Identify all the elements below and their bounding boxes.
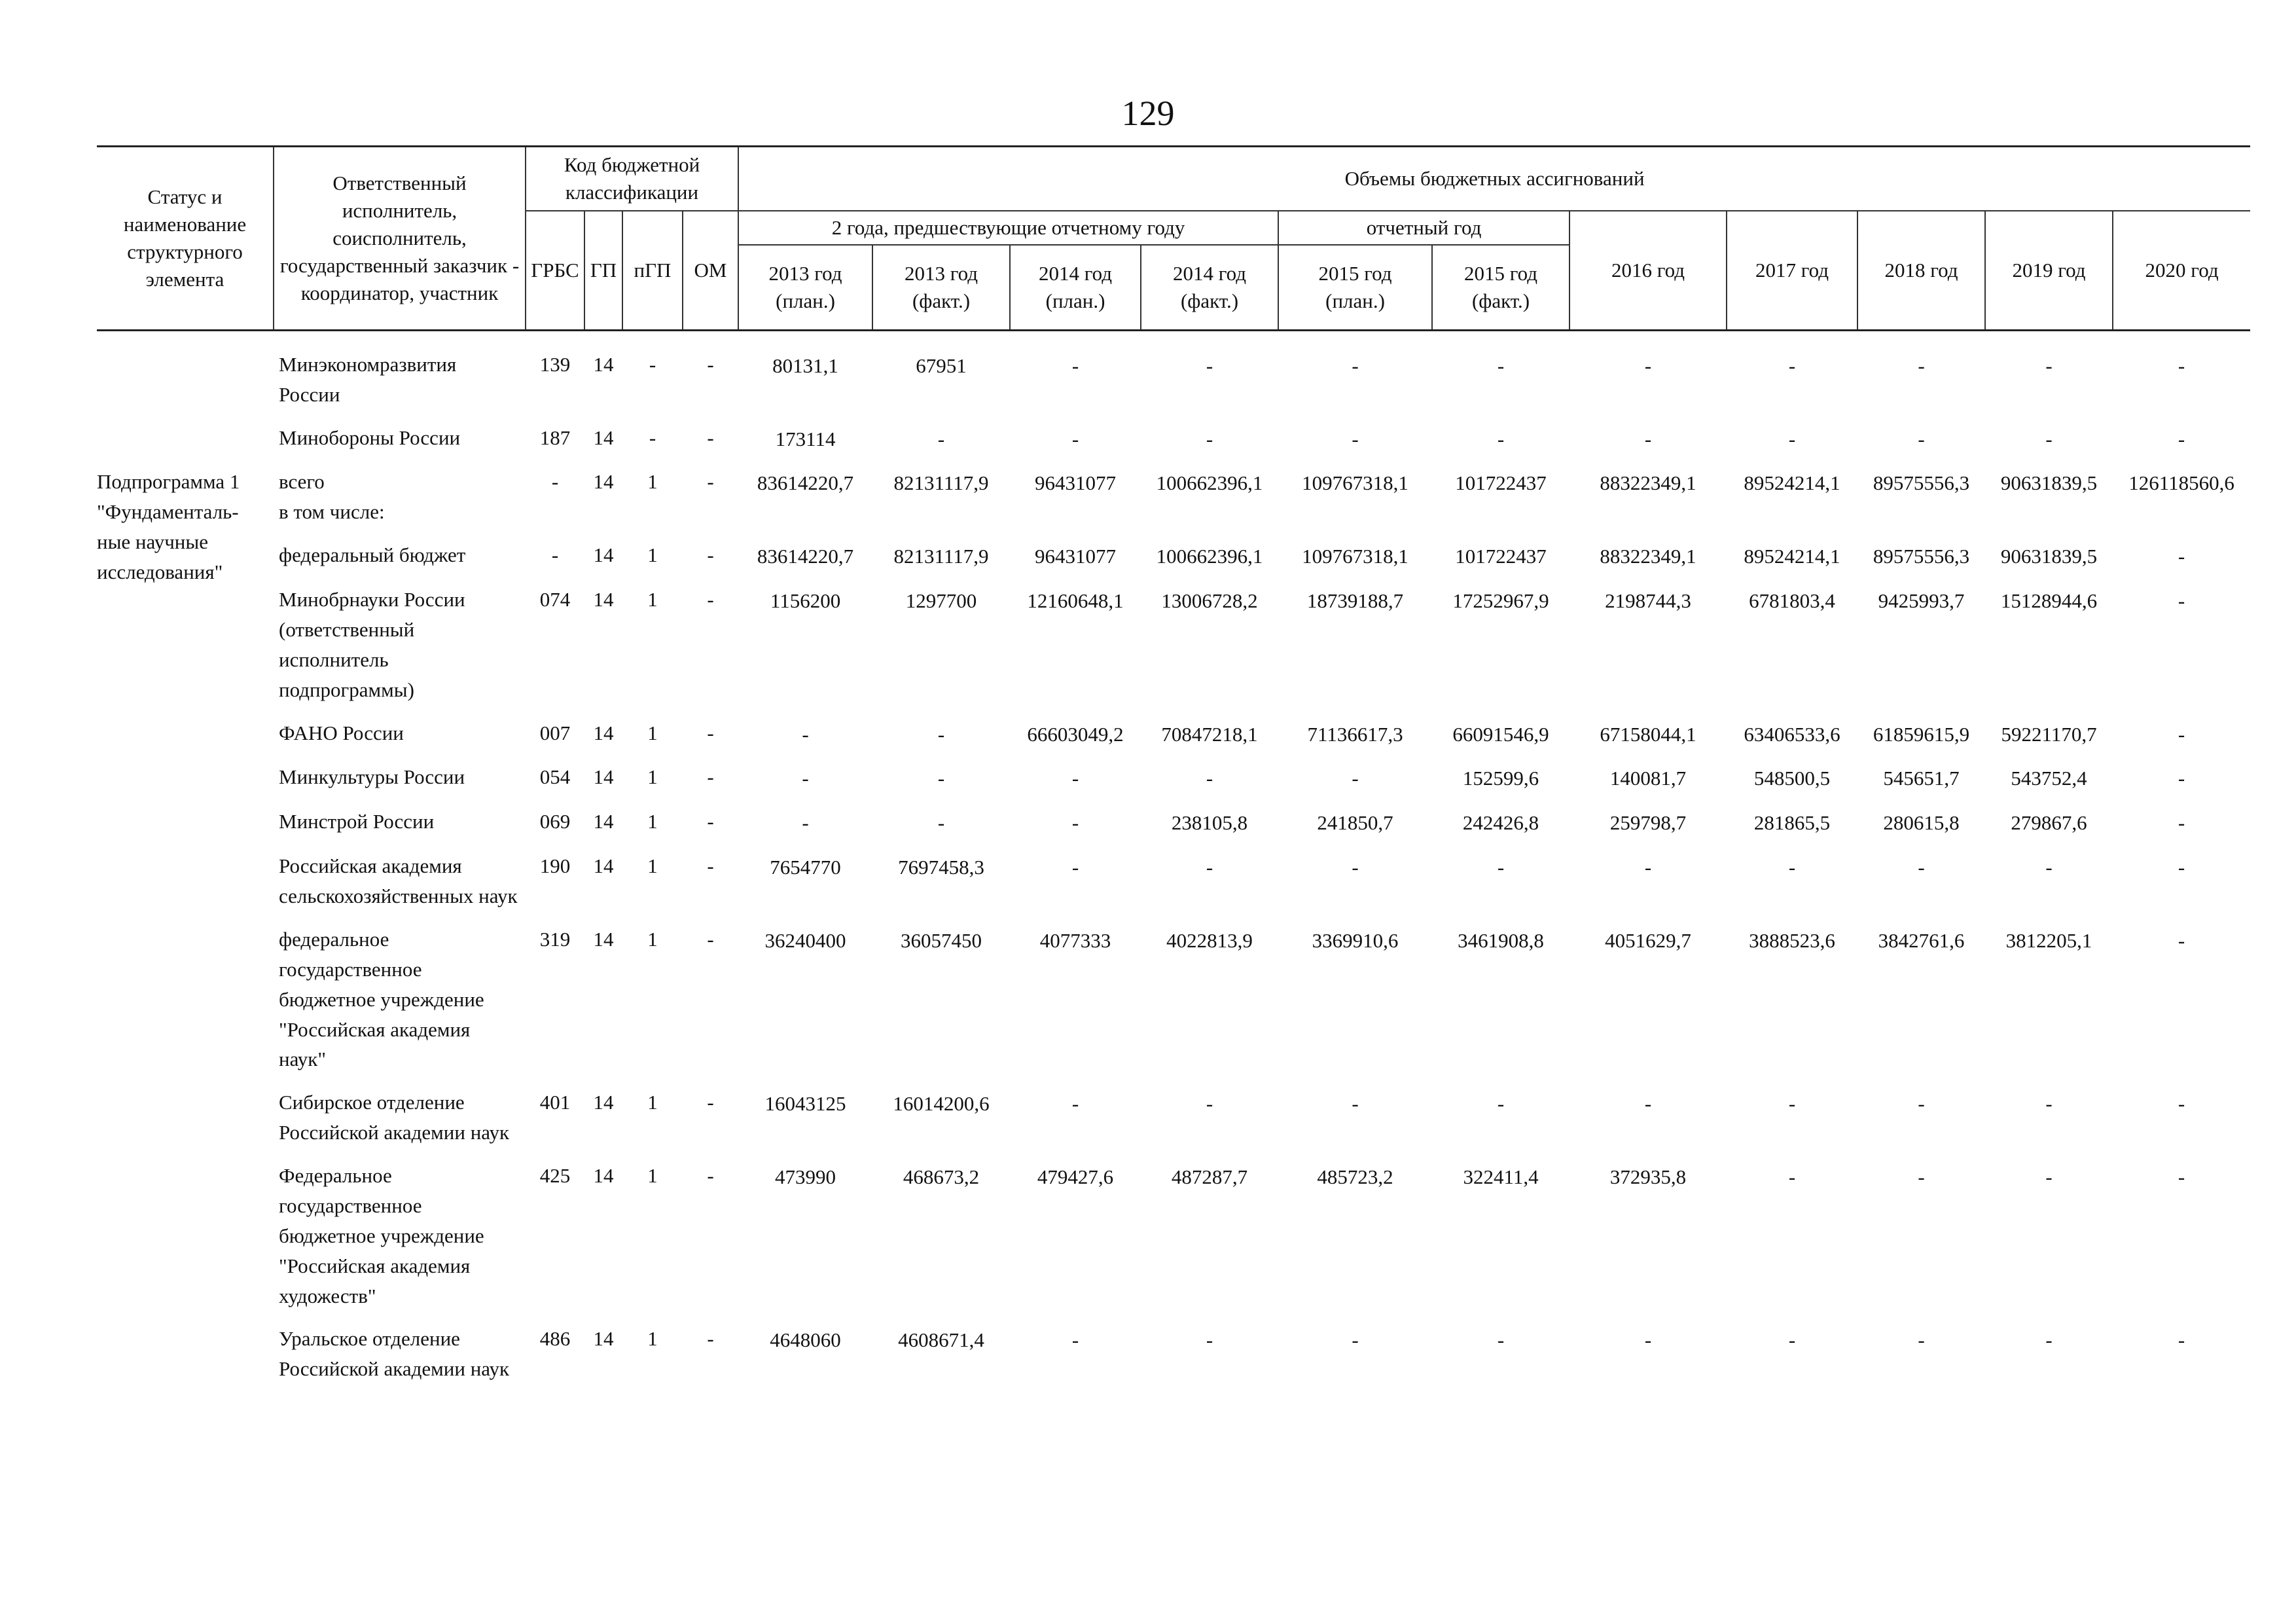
value-cell: - bbox=[1644, 1092, 1652, 1116]
value-cell: 90631839,5 bbox=[2000, 545, 2098, 568]
value-cell: 242426,8 bbox=[1462, 811, 1539, 835]
value-cell: - bbox=[1918, 354, 1925, 377]
header-year-kind: (факт.) bbox=[1471, 289, 1530, 312]
table-row bbox=[97, 460, 2250, 534]
header-year-kind: (план.) bbox=[1045, 289, 1105, 312]
value-cell: - bbox=[937, 722, 945, 746]
value-cell: 4022813,9 bbox=[1166, 928, 1253, 952]
value-cell: - bbox=[1352, 767, 1359, 790]
value-cell: - bbox=[1788, 1165, 1796, 1189]
value-cell: - bbox=[1788, 1328, 1796, 1352]
value-cell: 3842761,6 bbox=[1878, 928, 1965, 952]
value-cell: 152599,6 bbox=[1462, 767, 1539, 790]
value-cell: 545651,7 bbox=[1883, 767, 1960, 790]
code-gp: 14 bbox=[593, 352, 614, 376]
table-row bbox=[97, 712, 2250, 756]
value-cell: 67951 bbox=[916, 354, 967, 377]
table-row bbox=[97, 918, 2250, 1081]
value-cell: 7697458,3 bbox=[898, 856, 984, 879]
status-cell bbox=[97, 800, 274, 845]
table-row bbox=[97, 756, 2250, 800]
value-cell: - bbox=[1497, 1092, 1505, 1116]
value-cell: 90631839,5 bbox=[2000, 471, 2098, 495]
value-cell: - bbox=[1206, 767, 1213, 790]
value-cell: 66091546,9 bbox=[1452, 722, 1549, 746]
code-grbs: 190 bbox=[539, 854, 571, 878]
header-year-kind: (факт.) bbox=[912, 289, 971, 312]
header-year: 2014 год bbox=[1038, 262, 1113, 285]
value-cell: 89575556,3 bbox=[1873, 471, 1970, 495]
value-cell: - bbox=[2178, 1165, 2185, 1189]
value-cell: 3812205,1 bbox=[2005, 928, 2092, 952]
value-cell: 83614220,7 bbox=[757, 471, 854, 495]
status-cell bbox=[97, 416, 274, 461]
code-om: - bbox=[707, 543, 714, 567]
value-cell: - bbox=[2178, 928, 2185, 952]
code-gp: 14 bbox=[593, 426, 614, 449]
value-cell: 89575556,3 bbox=[1873, 545, 1970, 568]
code-om: - bbox=[707, 765, 714, 789]
value-cell: 322411,4 bbox=[1463, 1165, 1539, 1189]
code-gp: 14 bbox=[593, 1164, 614, 1188]
executor-cell: ФАНО России bbox=[279, 721, 404, 744]
header-2016: 2016 год bbox=[1570, 211, 1727, 330]
header-year-kind: (факт.) bbox=[1180, 289, 1239, 312]
value-cell: - bbox=[2045, 856, 2053, 879]
table-header bbox=[97, 147, 2250, 331]
code-grbs: - bbox=[551, 470, 559, 494]
code-pgp: 1 bbox=[647, 927, 658, 951]
code-gp: 14 bbox=[593, 765, 614, 789]
header-prev-years: 2 года, предшествующие отчетному году bbox=[738, 211, 1278, 245]
code-grbs: 187 bbox=[539, 426, 571, 449]
code-om: - bbox=[707, 854, 714, 878]
code-om: - bbox=[707, 721, 714, 744]
value-cell: 473990 bbox=[775, 1165, 836, 1189]
code-gp: 14 bbox=[593, 543, 614, 567]
value-cell: 543752,4 bbox=[2011, 767, 2087, 790]
value-cell: - bbox=[1497, 1328, 1505, 1352]
value-cell: 18739188,7 bbox=[1306, 589, 1404, 613]
value-cell: 71136617,3 bbox=[1307, 722, 1403, 746]
code-gp: 14 bbox=[593, 810, 614, 833]
value-cell: - bbox=[1788, 354, 1796, 377]
header-year: 2014 год bbox=[1172, 262, 1247, 285]
value-cell: 126118560,6 bbox=[2128, 471, 2234, 495]
code-grbs: 401 bbox=[539, 1091, 571, 1114]
executor-cell: Минэкономразвития России bbox=[279, 352, 457, 406]
value-cell: - bbox=[1206, 1328, 1213, 1352]
code-gp: 14 bbox=[593, 927, 614, 951]
value-cell: - bbox=[1206, 1092, 1213, 1116]
executor-cell: Российская академия сельскохозяйственных наук bbox=[279, 854, 518, 908]
value-cell: 88322349,1 bbox=[1600, 545, 1696, 568]
value-cell: 13006728,2 bbox=[1161, 589, 1258, 613]
value-cell: 12160648,1 bbox=[1027, 589, 1124, 613]
status-cell bbox=[97, 1081, 274, 1154]
value-cell: 83614220,7 bbox=[757, 545, 854, 568]
value-cell: 36057450 bbox=[901, 928, 982, 952]
value-cell: 67158044,1 bbox=[1600, 722, 1696, 746]
value-cell: - bbox=[2178, 545, 2185, 568]
value-cell: - bbox=[2178, 1328, 2185, 1352]
value-cell: 485723,2 bbox=[1317, 1165, 1393, 1189]
table-row bbox=[97, 1081, 2250, 1154]
code-grbs: - bbox=[551, 543, 559, 567]
value-cell: 80131,1 bbox=[772, 354, 838, 377]
value-cell: - bbox=[802, 811, 809, 835]
header-2015-fact bbox=[1432, 245, 1570, 331]
code-om: - bbox=[707, 470, 714, 494]
header-executor: Ответственный исполнитель, соисполнитель, государственный заказчик - координатор, участник bbox=[274, 147, 526, 331]
value-cell: - bbox=[1206, 856, 1213, 879]
code-pgp: - bbox=[649, 426, 656, 449]
value-cell: 101722437 bbox=[1455, 471, 1547, 495]
value-cell: 4051629,7 bbox=[1605, 928, 1691, 952]
value-cell: - bbox=[1497, 856, 1505, 879]
status-cell bbox=[97, 756, 274, 800]
value-cell: - bbox=[1497, 354, 1505, 377]
code-pgp: 1 bbox=[647, 810, 658, 833]
status-cell bbox=[97, 845, 274, 918]
value-cell: - bbox=[2045, 1328, 2053, 1352]
header-status: Статус и наименование структурного элемента bbox=[97, 147, 274, 331]
code-om: - bbox=[707, 1164, 714, 1188]
header-2013-fact bbox=[872, 245, 1010, 331]
value-cell: - bbox=[2178, 856, 2185, 879]
table-body bbox=[97, 330, 2250, 1391]
header-2018: 2018 год bbox=[1857, 211, 1985, 330]
value-cell: 487287,7 bbox=[1171, 1165, 1248, 1189]
value-cell: 1297700 bbox=[905, 589, 977, 613]
table-row bbox=[97, 416, 2250, 461]
code-grbs: 069 bbox=[539, 810, 571, 833]
value-cell: - bbox=[1497, 427, 1505, 450]
header-2019: 2019 год bbox=[1985, 211, 2113, 330]
code-grbs: 139 bbox=[539, 352, 571, 376]
value-cell: - bbox=[1644, 427, 1652, 450]
value-cell: 109767318,1 bbox=[1302, 545, 1408, 568]
code-pgp: 1 bbox=[647, 1327, 658, 1351]
value-cell: - bbox=[937, 767, 945, 790]
code-pgp: 1 bbox=[647, 470, 658, 494]
executor-cell: всего в том числе: bbox=[279, 470, 385, 524]
header-year: 2013 год bbox=[768, 262, 842, 285]
value-cell: 1156200 bbox=[770, 589, 841, 613]
code-grbs: 486 bbox=[539, 1327, 571, 1351]
value-cell: 16014200,6 bbox=[893, 1092, 990, 1116]
value-cell: - bbox=[1071, 1092, 1079, 1116]
value-cell: - bbox=[1352, 354, 1359, 377]
table-row bbox=[97, 845, 2250, 918]
value-cell: - bbox=[2045, 427, 2053, 450]
executor-cell: Минкультуры России bbox=[279, 765, 465, 789]
status-cell bbox=[97, 918, 274, 1081]
code-om: - bbox=[707, 352, 714, 376]
value-cell: 3461908,8 bbox=[1458, 928, 1544, 952]
status-cell bbox=[97, 1154, 274, 1317]
header-year: 2015 год bbox=[1463, 262, 1538, 285]
value-cell: 140081,7 bbox=[1609, 767, 1687, 790]
code-gp: 14 bbox=[593, 1091, 614, 1114]
value-cell: - bbox=[1071, 811, 1079, 835]
value-cell: 479427,6 bbox=[1037, 1165, 1114, 1189]
header-2014-fact bbox=[1141, 245, 1278, 331]
value-cell: - bbox=[2178, 427, 2185, 450]
code-gp: 14 bbox=[593, 1327, 614, 1351]
value-cell: - bbox=[1071, 354, 1079, 377]
value-cell: 96431077 bbox=[1035, 545, 1117, 568]
value-cell: 63406533,6 bbox=[1744, 722, 1840, 746]
code-grbs: 054 bbox=[539, 765, 571, 789]
value-cell: 279867,6 bbox=[2011, 811, 2087, 835]
value-cell: 9425993,7 bbox=[1878, 589, 1965, 613]
value-cell: 238105,8 bbox=[1171, 811, 1248, 835]
value-cell: 100662396,1 bbox=[1156, 471, 1263, 495]
executor-cell: Федеральное государственное бюджетное учреждение "Российская академия художеств" bbox=[279, 1164, 484, 1307]
header-budget-code: Код бюджетной классификации bbox=[526, 147, 738, 211]
value-cell: - bbox=[1788, 427, 1796, 450]
executor-cell: Минобороны России bbox=[279, 426, 461, 449]
code-pgp: 1 bbox=[647, 854, 658, 878]
header-2014-plan bbox=[1010, 245, 1141, 331]
code-pgp: 1 bbox=[647, 721, 658, 744]
value-cell: - bbox=[1352, 1092, 1359, 1116]
value-cell: - bbox=[1918, 856, 1925, 879]
value-cell: - bbox=[802, 722, 809, 746]
header-year: 2015 год bbox=[1318, 262, 1392, 285]
code-pgp: 1 bbox=[647, 588, 658, 611]
code-om: - bbox=[707, 426, 714, 449]
code-om: - bbox=[707, 1327, 714, 1351]
executor-cell: федеральное государственное бюджетное учреждение "Российская академия наук" bbox=[279, 927, 484, 1071]
table-row bbox=[97, 1317, 2250, 1391]
code-grbs: 074 bbox=[539, 588, 571, 611]
value-cell: 16043125 bbox=[764, 1092, 846, 1116]
page-number: 129 bbox=[1121, 94, 1175, 133]
header-year: 2013 год bbox=[904, 262, 978, 285]
code-gp: 14 bbox=[593, 588, 614, 611]
value-cell: - bbox=[1644, 1328, 1652, 1352]
value-cell: - bbox=[2178, 1092, 2185, 1116]
executor-cell: Сибирское отделение Российской академии наук bbox=[279, 1091, 510, 1144]
header-2015-plan bbox=[1278, 245, 1432, 331]
value-cell: 548500,5 bbox=[1753, 767, 1831, 790]
value-cell: - bbox=[1352, 427, 1359, 450]
code-om: - bbox=[707, 1091, 714, 1114]
value-cell: - bbox=[802, 767, 809, 790]
value-cell: 4077333 bbox=[1039, 928, 1111, 952]
status-cell bbox=[97, 1317, 274, 1391]
value-cell: 372935,8 bbox=[1609, 1165, 1687, 1189]
value-cell: 173114 bbox=[775, 427, 836, 450]
value-cell: - bbox=[1352, 1328, 1359, 1352]
code-om: - bbox=[707, 588, 714, 611]
value-cell: 280615,8 bbox=[1883, 811, 1960, 835]
header-2013-plan bbox=[738, 245, 872, 331]
code-grbs: 007 bbox=[539, 721, 571, 744]
value-cell: - bbox=[1352, 856, 1359, 879]
value-cell: - bbox=[2178, 722, 2185, 746]
value-cell: 259798,7 bbox=[1609, 811, 1687, 835]
header-volumes: Объемы бюджетных ассигнований bbox=[738, 147, 2250, 211]
table-row bbox=[97, 800, 2250, 845]
value-cell: - bbox=[2045, 1092, 2053, 1116]
value-cell: 88322349,1 bbox=[1600, 471, 1696, 495]
executor-cell: Минобрнауки России (ответственный исполнитель подпрограммы) bbox=[279, 588, 465, 701]
value-cell: - bbox=[2178, 354, 2185, 377]
value-cell: 66603049,2 bbox=[1027, 722, 1124, 746]
table-row bbox=[97, 534, 2250, 578]
value-cell: - bbox=[1071, 856, 1079, 879]
code-gp: 14 bbox=[593, 854, 614, 878]
value-cell: 82131117,9 bbox=[893, 545, 989, 568]
executor-cell: федеральный бюджет bbox=[279, 543, 466, 567]
value-cell: - bbox=[1918, 1092, 1925, 1116]
value-cell: 4648060 bbox=[770, 1328, 841, 1352]
value-cell: 468673,2 bbox=[903, 1165, 980, 1189]
code-om: - bbox=[707, 927, 714, 951]
value-cell: - bbox=[2178, 589, 2185, 613]
value-cell: - bbox=[1071, 767, 1079, 790]
value-cell: - bbox=[1918, 1328, 1925, 1352]
code-pgp: - bbox=[649, 352, 656, 376]
header-year-kind: (план.) bbox=[776, 289, 835, 312]
code-gp: 14 bbox=[593, 721, 614, 744]
value-cell: 3369910,6 bbox=[1312, 928, 1399, 952]
value-cell: 4608671,4 bbox=[898, 1328, 984, 1352]
value-cell: 2198744,3 bbox=[1605, 589, 1691, 613]
value-cell: - bbox=[1788, 856, 1796, 879]
code-pgp: 1 bbox=[647, 543, 658, 567]
value-cell: 17252967,9 bbox=[1452, 589, 1549, 613]
header-report-year: отчетный год bbox=[1278, 211, 1570, 245]
status-cell bbox=[97, 343, 274, 416]
value-cell: - bbox=[1206, 427, 1213, 450]
header-gp: ГП bbox=[584, 211, 622, 330]
value-cell: - bbox=[1071, 1328, 1079, 1352]
value-cell: - bbox=[2178, 811, 2185, 835]
value-cell: 61859615,9 bbox=[1873, 722, 1970, 746]
value-cell: - bbox=[937, 811, 945, 835]
value-cell: - bbox=[1644, 354, 1652, 377]
value-cell: 82131117,9 bbox=[893, 471, 989, 495]
value-cell: 70847218,1 bbox=[1161, 722, 1258, 746]
value-cell: 7654770 bbox=[770, 856, 841, 879]
header-2020: 2020 год bbox=[2113, 211, 2250, 330]
value-cell: 6781803,4 bbox=[1749, 589, 1835, 613]
header-grbs: ГРБС bbox=[526, 211, 584, 330]
executor-cell: Уральское отделение Российской академии наук bbox=[279, 1327, 510, 1381]
status-label: Подпрограмма 1 "Фундаменталь-ные научные исследования" bbox=[97, 470, 240, 584]
value-cell: - bbox=[1788, 1092, 1796, 1116]
budget-table bbox=[97, 145, 2250, 1391]
value-cell: - bbox=[2178, 767, 2185, 790]
executor-cell: Минстрой России bbox=[279, 810, 435, 833]
value-cell: 100662396,1 bbox=[1156, 545, 1263, 568]
table-row bbox=[97, 343, 2250, 416]
code-grbs: 425 bbox=[539, 1164, 571, 1188]
value-cell: - bbox=[937, 427, 945, 450]
value-cell: - bbox=[1206, 354, 1213, 377]
code-gp: 14 bbox=[593, 470, 614, 494]
value-cell: - bbox=[1918, 427, 1925, 450]
table-row bbox=[97, 1154, 2250, 1317]
value-cell: 89524214,1 bbox=[1744, 545, 1840, 568]
value-cell: - bbox=[1071, 427, 1079, 450]
value-cell: 96431077 bbox=[1035, 471, 1117, 495]
header-om: ОМ bbox=[683, 211, 738, 330]
value-cell: 109767318,1 bbox=[1302, 471, 1408, 495]
code-om: - bbox=[707, 810, 714, 833]
value-cell: - bbox=[2045, 354, 2053, 377]
value-cell: - bbox=[1918, 1165, 1925, 1189]
value-cell: 281865,5 bbox=[1753, 811, 1831, 835]
value-cell: 89524214,1 bbox=[1744, 471, 1840, 495]
value-cell: 101722437 bbox=[1455, 545, 1547, 568]
value-cell: 59221170,7 bbox=[2001, 722, 2097, 746]
table-row bbox=[97, 578, 2250, 712]
header-2017: 2017 год bbox=[1727, 211, 1857, 330]
header-pgp: пГП bbox=[622, 211, 683, 330]
code-pgp: 1 bbox=[647, 1164, 658, 1188]
value-cell: - bbox=[1644, 856, 1652, 879]
code-pgp: 1 bbox=[647, 765, 658, 789]
header-year-kind: (план.) bbox=[1325, 289, 1385, 312]
value-cell: 3888523,6 bbox=[1749, 928, 1835, 952]
code-pgp: 1 bbox=[647, 1091, 658, 1114]
header-gap bbox=[97, 330, 2250, 343]
value-cell: 241850,7 bbox=[1317, 811, 1393, 835]
value-cell: 36240400 bbox=[764, 928, 846, 952]
value-cell: - bbox=[2045, 1165, 2053, 1189]
value-cell: 15128944,6 bbox=[2000, 589, 2098, 613]
code-grbs: 319 bbox=[539, 927, 571, 951]
